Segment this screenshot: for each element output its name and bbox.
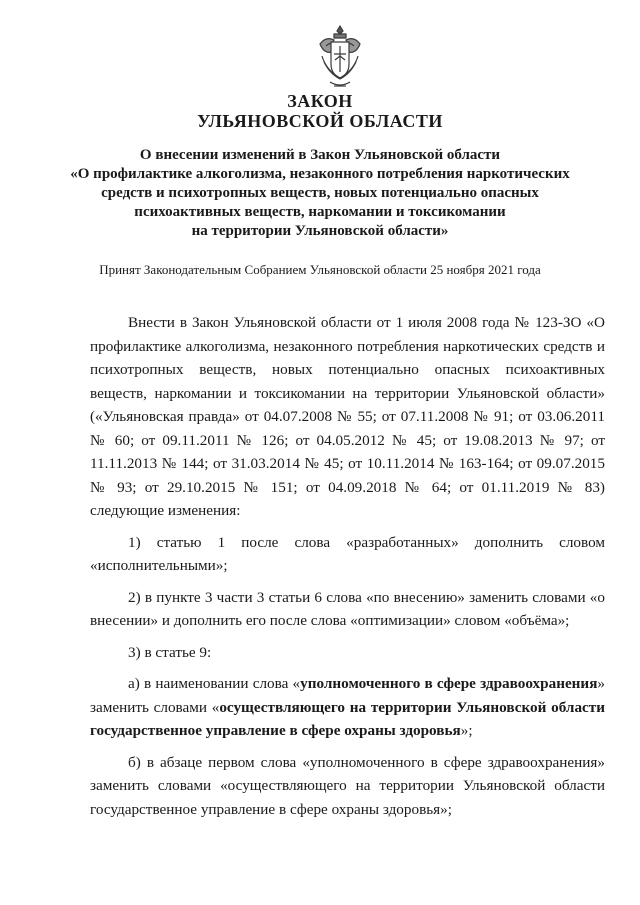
law-title-line2: УЛЬЯНОВСКОЙ ОБЛАСТИ [197,111,443,131]
item-1: 1) статью 1 после слова «разработанных» дополнить словом «исполнительными»; [90,533,605,574]
adoption-note: Принят Законодательным Собранием Ульяновской области 25 ноября 2021 года [99,262,541,277]
item-3a-part1: а) в наименовании слова « [128,675,301,692]
subject-line4: психоактивных веществ, наркомании и токсикомании [134,204,506,220]
item-3a-part2: » заменить словами « [90,675,605,716]
subject-line3: средств и психотропных веществ, новых потенциально опасных [101,185,539,201]
item-3a-bold2: осуществляющего на территории Ульяновской области государственное управление в сфере охраны здоровья [90,698,605,739]
item-2: 2) в пункте 3 части 3 статьи 6 слова «по внесению» заменить словами «о внесении» и дополнить его после слова «оптимизации» словом «объёма»; [90,588,605,629]
intro-paragraph: Внести в Закон Ульяновской области от 1 июля 2008 года № 123-ЗО «О профилактике алкоголизма, незаконного потребления наркотических средств и психотропных веществ, новых потенциально опасных психоактивных веществ, наркомании и токсикомании на территории Ульяновской области» («Ульяновская правда» от 04.07.2008 № 55; от 07.11.2008 № 91; от 03.06.2011 № 60; от 09.11.2011 № 126; от 04.05.2012 № 45; от 19.08.2013 № 97; от 11.11.2013 № 144; от 31.03.2014 № 45; от 10.11.2014 № 163-164; от 09.07.2015 № 93; от 29.10.2015 № 151; от 04.09.2018 № 64; от 01.11.2019 № 83) следующие изменения: [90,314,605,519]
law-body [90,311,605,821]
item-3a-bold1: уполномоченного в сфере здравоохранения [300,675,598,692]
subject-line2: «О профилактике алкоголизма, незаконного потребления наркотических [70,166,570,182]
item-3: 3) в статье 9: [128,643,212,661]
law-title-line1: ЗАКОН [287,91,353,111]
coat-of-arms-icon [312,22,368,92]
item-3a-part3: »; [460,722,473,739]
subject-line5: на территории Ульяновской области» [191,223,449,239]
subject-line1: О внесении изменений в Закон Ульяновской области [139,147,501,163]
item-3a [90,672,605,743]
item-3b: б) в абзаце первом слова «уполномоченного в сфере здравоохранения» заменить словами «осуществляющего на территории Ульяновской области государственное управление в сфере охраны здоровья»; [90,753,605,818]
